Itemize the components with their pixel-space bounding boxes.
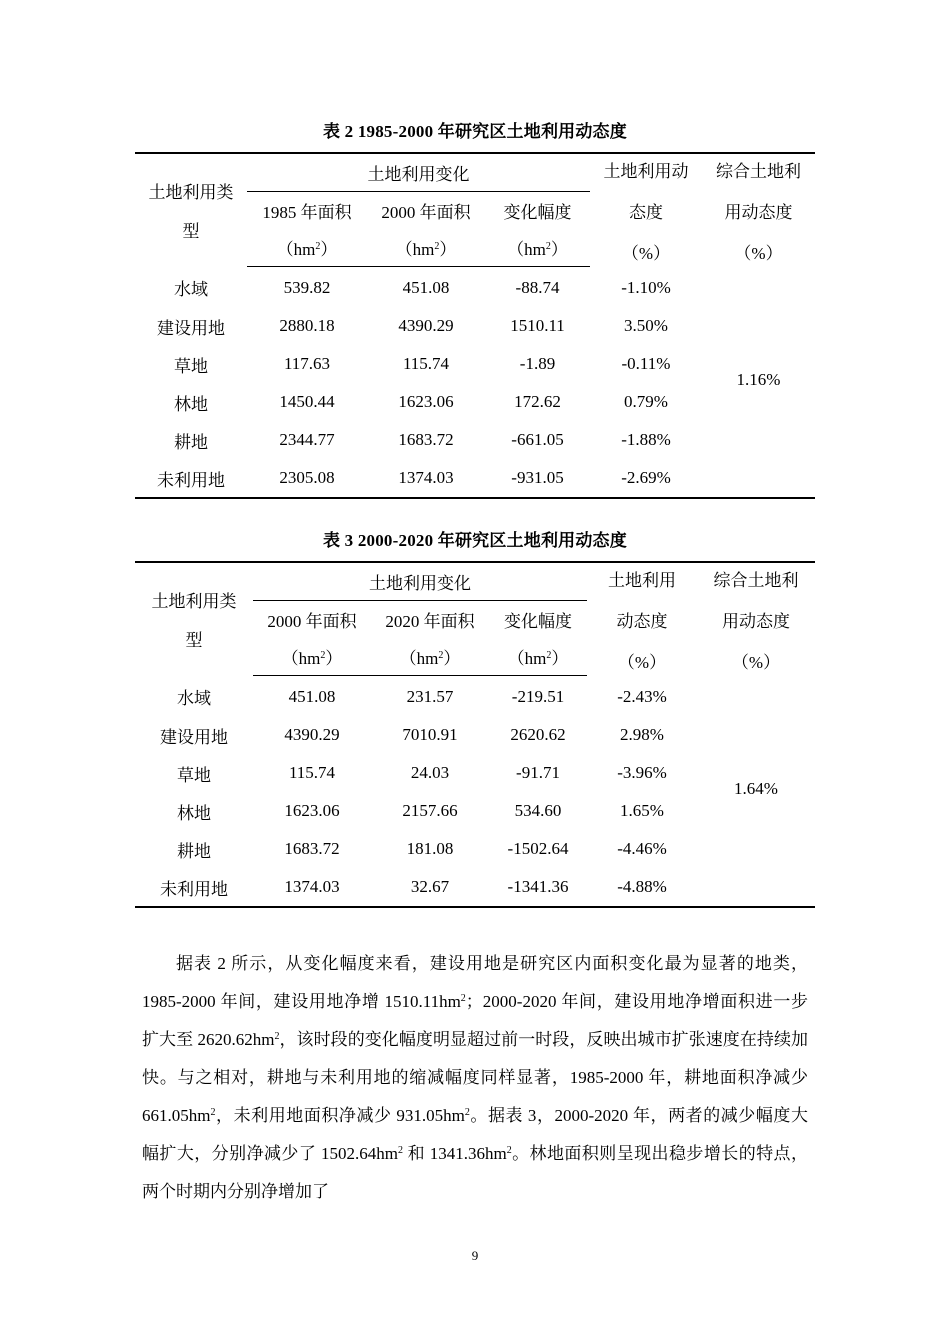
table2-header-area-start: 1985 年面积 <box>262 203 352 222</box>
table3-header-group: 土地利用变化 <box>253 562 587 601</box>
table3-header-single-dynamic: 土地利用 动态度 （%） <box>608 570 676 672</box>
table-row: 水域 451.08 231.57 -219.51 -2.43% 1.64% <box>135 676 815 717</box>
table-row: 耕地 1683.72 181.08 -1502.64 -4.46% <box>177 839 667 861</box>
table2-composite-value: 1.16% <box>736 369 781 389</box>
table3-header-composite-dynamic: 综合土地利 用动态度 （%） <box>713 570 799 672</box>
table2-unit-c: $(hm^2)$ <box>485 229 590 267</box>
table-row: 林地 1623.06 2157.66 534.60 1.65% <box>177 801 664 823</box>
table-row: 耕地 2344.77 1683.72 -661.05 -1.88% <box>174 430 671 452</box>
table-row: 草地 117.63 115.74 -1.89 -0.11% <box>174 354 671 376</box>
table3-header-area-end: 2020 年面积 <box>385 612 475 631</box>
table3-unit-b: $(hm^2)$ <box>371 638 489 676</box>
table3-header-change: 变化幅度 <box>504 612 572 631</box>
table-row: 建设用地 4390.29 7010.91 2620.62 2.98% <box>160 725 664 747</box>
table-row: 水域 539.82 451.08 -88.74 -1.10% 1.16% <box>135 267 815 308</box>
table3-caption: 表 3 2000-2020 年研究区土地利用动态度 <box>323 531 627 550</box>
table-row: 草地 115.74 24.03 -91.71 -3.96% <box>177 763 667 785</box>
table3-unit-a: $(hm^2)$ <box>253 638 371 676</box>
table3 <box>135 561 815 908</box>
table-row: 林地 1450.44 1623.06 172.62 0.79% <box>174 392 668 414</box>
table-row: 建设用地 2880.18 4390.29 1510.11 3.50% <box>157 316 668 338</box>
table2-unit-b: $(hm^2)$ <box>367 229 485 267</box>
page-number: 9 <box>471 1248 479 1263</box>
table-row: 未利用地 1374.03 32.67 -1341.36 -4.88% <box>160 877 667 899</box>
table-row: 未利用地 2305.08 1374.03 -931.05 -2.69% <box>157 468 671 490</box>
table2-unit-a: $(hm^2)$ <box>247 229 367 267</box>
table3-unit-c: $(hm^2)$ <box>489 638 587 676</box>
table3-composite-value: 1.64% <box>734 778 778 798</box>
table2-header-composite-dynamic: 综合土地利 用动态度 （%） <box>716 161 801 263</box>
table2-header-area-end: 2000 年面积 <box>381 203 471 222</box>
table2-header-change: 变化幅度 <box>503 203 572 222</box>
table2-header-single-dynamic: 土地利用动 态度 （%） <box>603 161 689 263</box>
table3-header-type: 土地利用类 型 <box>151 592 237 651</box>
table2 <box>135 152 815 499</box>
table2-header-type: 土地利用类 型 <box>148 183 234 242</box>
table2-header-group: 土地利用变化 <box>247 153 590 192</box>
table2-caption: 表 2 1985-2000 年研究区土地利用动态度 <box>323 122 627 141</box>
table3-header-area-start: 2000 年面积 <box>267 612 357 631</box>
body-paragraph: 据表 2 所示，从变化幅度来看，建设用地是研究区内面积变化最为显著的地类，1985-2000 年间，建设用地净增 $1510.11hm^2$；2000-2020 年间，建设用地净增面积进一步扩大至 $2620.62hm^2$，该时段的变化幅度明显超过前一时段，反映出城市扩张速度在持续加快。与之相对，耕地与未利用地的缩减幅度同样显著，1985-2000 年，耕地面积净减少 $661.05hm^2$，未利用地面积净减少 $931.05hm^2$。据表 3，2000-2020 年，两者的减少幅度大幅扩大，分别净减少了 $1502.64hm^2$ 和 $1341.36hm^2$。林地面积则呈现出稳步增长的特点，两个时期内分别净增加了 <box>142 954 808 1201</box>
